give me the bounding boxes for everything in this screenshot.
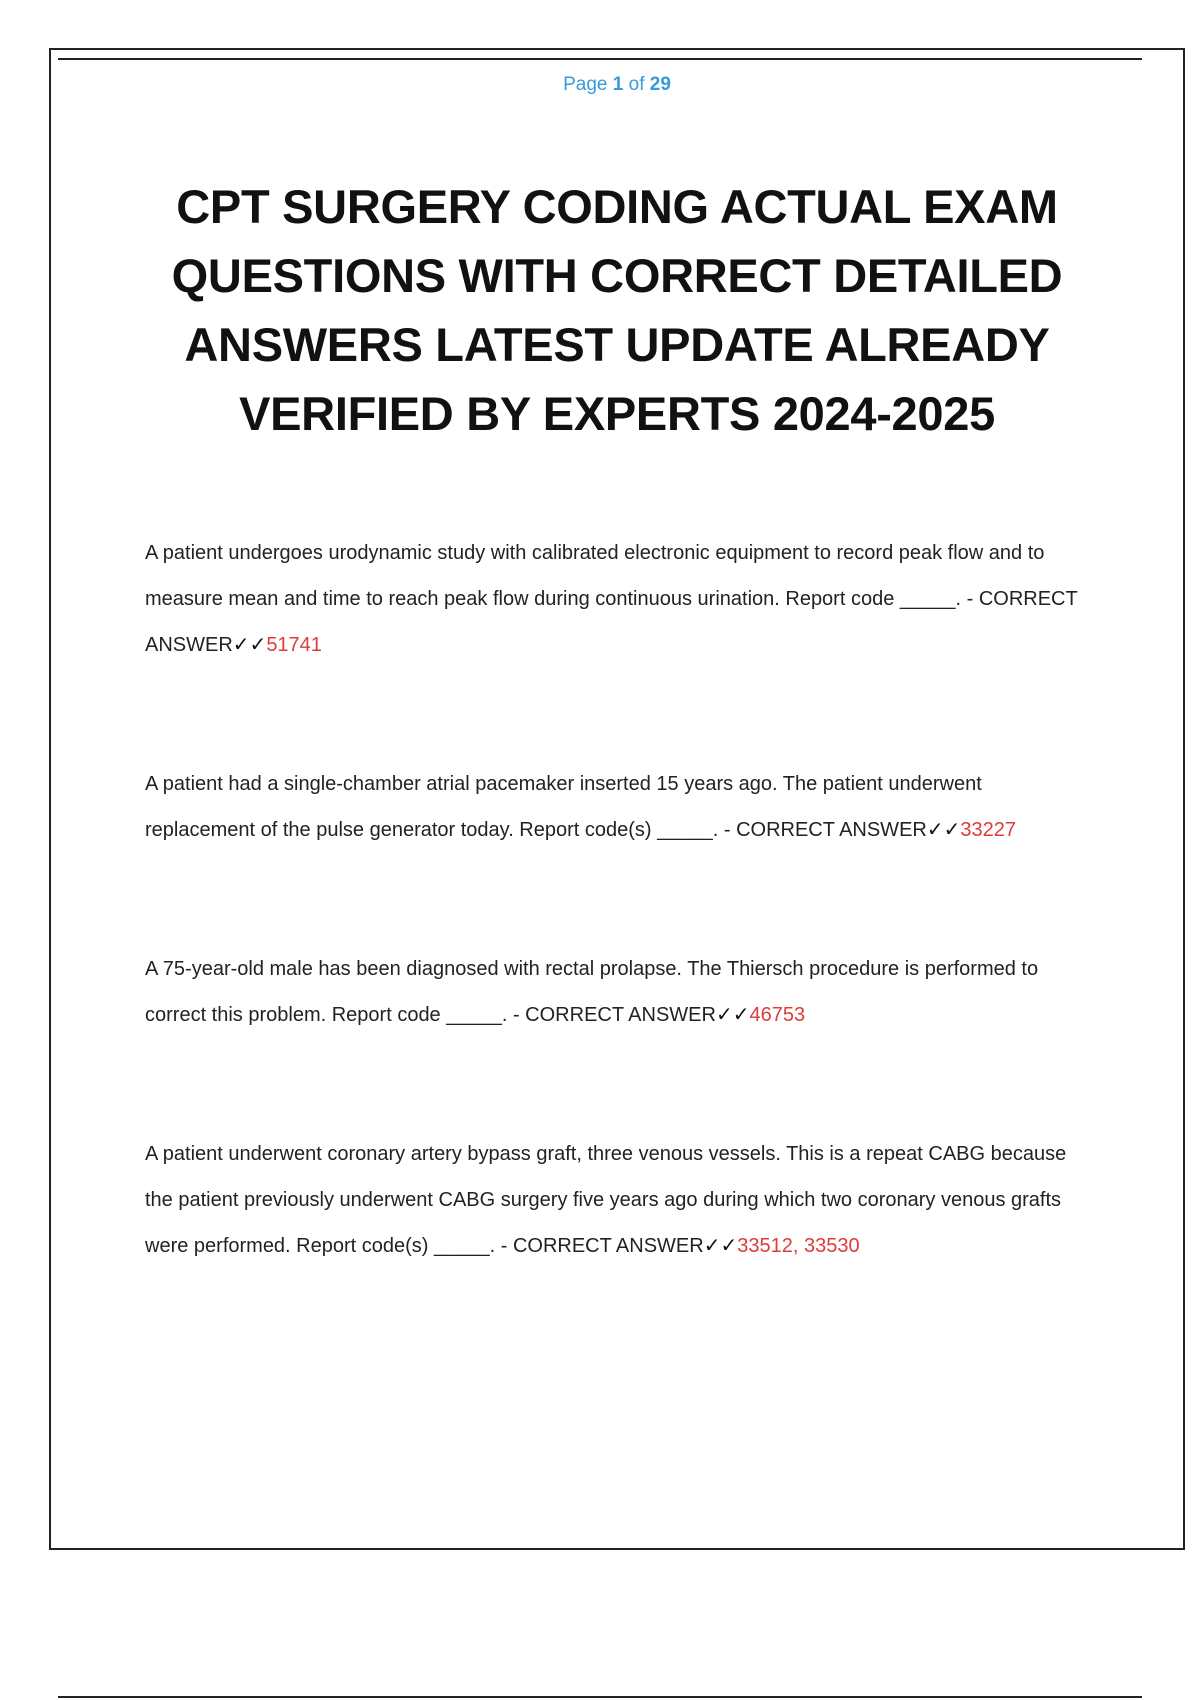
question-text: A 75-year-old male has been diagnosed with rectal prolapse. The Thiersch procedure is performed to correct this problem. Report code _____. - CORRECT ANSWER: [145, 958, 1039, 1026]
answer-code: 51741: [266, 634, 322, 656]
double-check-icon: ✓✓: [232, 634, 267, 656]
answer-code: 33227: [960, 819, 1016, 841]
answer-code: 33512, 33530: [737, 1235, 860, 1257]
page-prefix: Page: [563, 74, 613, 95]
question-text: A patient underwent coronary artery bypass graft, three venous vessels. This is a repeat CABG because the patient previously underwent CABG surgery five years ago during which two coronary venous grafts were performed. Report code(s) _____. - CORRECT ANSWER: [145, 1143, 1067, 1257]
question-text: A patient undergoes urodynamic study with calibrated electronic equipment to record peak flow and to measure mean and time to reach peak flow during continuous urination. Report code _____. - CORRECT ANSWER: [145, 542, 1078, 656]
double-check-icon: ✓✓: [703, 1235, 738, 1257]
qa-list: [145, 530, 1095, 1362]
page-current: 1: [612, 74, 624, 95]
page-of: of: [623, 74, 650, 95]
qa-item: [145, 530, 1095, 668]
double-check-icon: ✓✓: [926, 819, 961, 841]
page-number: [0, 74, 1200, 96]
question-text: A patient had a single-chamber atrial pacemaker inserted 15 years ago. The patient underwent replacement of the pulse generator today. Report code(s) _____. - CORRECT ANSWER: [145, 773, 982, 841]
document-title: CPT SURGERY CODING ACTUAL EXAM QUESTIONS WITH CORRECT DETAILED ANSWERS LATEST UPDATE ALREADY VERIFIED BY EXPERTS 2024-2025: [171, 180, 1063, 440]
page-total: 29: [649, 74, 671, 95]
answer-code: 46753: [749, 1004, 806, 1026]
qa-item: [145, 761, 1095, 853]
qa-item: [145, 946, 1095, 1038]
bottom-rule: [58, 1696, 1142, 1698]
qa-item: [145, 1131, 1095, 1269]
double-check-icon: ✓✓: [715, 1004, 750, 1026]
